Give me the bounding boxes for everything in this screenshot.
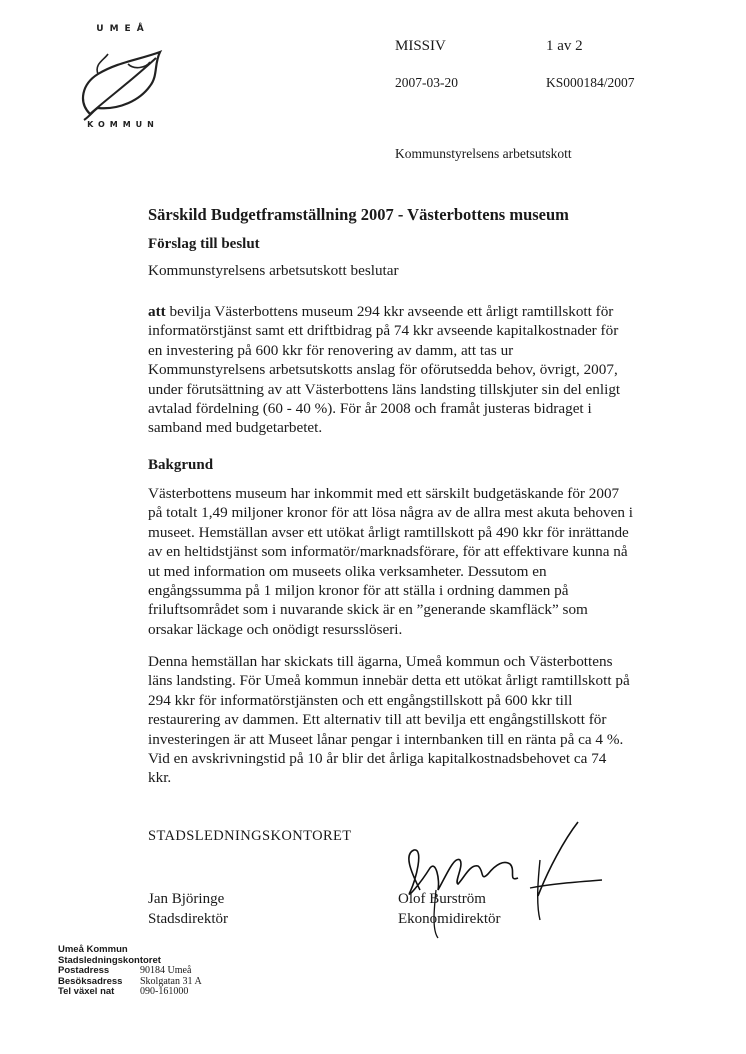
- footer-row-postadress: Postadress 90184 Umeå: [58, 965, 192, 976]
- proposal-heading: Förslag till beslut: [148, 236, 260, 252]
- doc-date: 2007-03-20: [395, 75, 458, 90]
- page-number: 1 av 2: [546, 38, 583, 54]
- footer-row-telefon: Tel växel nat 090-161000: [58, 986, 189, 997]
- office-name: STADSLEDNINGSKONTORET: [148, 828, 352, 844]
- logo-bottom-text: KOMMUN: [87, 120, 159, 129]
- signer-2-title: Ekonomidirektör: [398, 911, 501, 927]
- signer-2: [398, 889, 500, 929]
- logo-top-text: UMEÅ: [96, 24, 150, 34]
- page-title: Särskild Budgetframställning 2007 - Västerbottens museum: [148, 205, 569, 224]
- doc-reference: KS000184/2007: [546, 75, 635, 90]
- background-heading: Bakgrund: [148, 457, 214, 473]
- decision-intro: Kommunstyrelsens arbetsutskott beslutar: [148, 262, 399, 279]
- signer-2-name: Olof Burström: [398, 891, 486, 907]
- decision-text: bevilja Västerbottens museum 294 kkr avseende ett årligt ramtillskott för informatörstjänst samt ett driftbidrag på 74 kkr avseende kapitalkostnader för en investering på 600 kkr för renovering av damm, att tas ur Kommunstyrelsens arbetsutskotts anslag för oförutsedda behov, övrigt, 2007, under förutsättning av att Västerbottens läns landsting tillskjuter sin del enligt avtalad fördelning (60 - 40 %). För år 2008 och framåt justeras bidraget i samband med budgetarbetet.: [148, 303, 621, 437]
- signer-1-name: Jan Björinge: [148, 891, 225, 907]
- second-paragraph: Denna hemställan har skickats till ägarna, Umeå kommun och Västerbottens läns landsting. För Umeå kommun innebär detta ett utökat årligt ramtillskott på 294 kkr för informatörstjänsten och ett engångstillskott på 600 kkr till restaurering av dammen. Ett alternativ till att bevilja ett engångstillskott för investeringen är att Museet lånar pengar i internbanken till en ränta på ca 4 %. Vid en avskrivningstid på 10 år blir det årliga kapitalkostnadsbehovet ca 74 kkr.: [148, 653, 630, 787]
- leaf-logo-icon: [68, 24, 178, 134]
- footer-row-besoksadress: Besöksadress Skolgatan 31 A: [58, 975, 202, 987]
- signer-1: [148, 889, 228, 929]
- footer-address: [58, 945, 202, 998]
- doc-type: MISSIV: [395, 38, 446, 54]
- signer-1-title: Stadsdirektör: [148, 911, 228, 927]
- recipient: Kommunstyrelsens arbetsutskott: [395, 146, 572, 161]
- umea-kommun-logo: [68, 24, 178, 134]
- decision-paragraph: [148, 302, 668, 438]
- background-paragraph: Västerbottens museum har inkommit med ett särskilt budgetäskande för 2007 på totalt 1,49 miljoner kronor för att lösa några av de allra mest akuta behoven i museet. Hemställan avser ett utökat årligt ramtillskott på 490 kkr för inrättande av en heltidstjänst som informatör/marknadsförare, för att effektivare kunna nå ut med information om museets olika verksamheter. Dessutom en engångssumma på 1 miljon kronor för att ställa i ordning dammen på friluftsområdet som i nuvarande skick är en ”generande skamfläck” som orsakar läckage och onödigt resursslöseri.: [148, 485, 633, 638]
- footer-org: Umeå Kommun: [58, 944, 128, 955]
- footer-department: Stadsledningskontoret: [58, 954, 161, 966]
- decision-lead: att: [148, 303, 166, 320]
